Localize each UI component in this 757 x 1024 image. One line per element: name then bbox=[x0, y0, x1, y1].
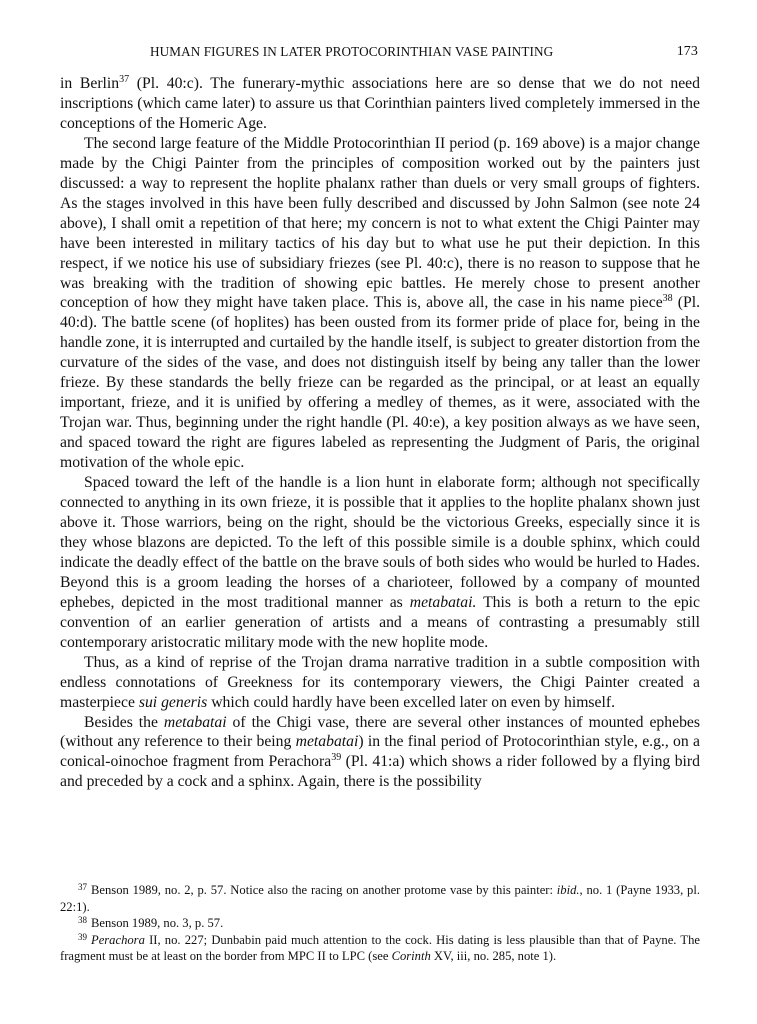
text-run: II, no. 227; Dunbabin paid much attention to the cock. His dating is less plausible than that of Payne. The fragment must be at least on the border from MPC II to LPC (see bbox=[60, 932, 700, 963]
text-run: (Pl. 41:a) which shows a rider followed by a flying bird and preceded by a cock and a sphinx. Again, there is the possibility bbox=[60, 753, 700, 791]
text-run: (Pl. 40:c). The funerary-mythic associations here are so dense that we do not need inscriptions (which came later) to assure us that Corinthian painters lived completely immersed in the conceptions of the Homeric Age. bbox=[60, 75, 700, 132]
italic-term: ibid. bbox=[556, 883, 580, 897]
italic-term: metabatai bbox=[295, 733, 359, 751]
paragraph-5 bbox=[60, 713, 700, 793]
footnote-ref-38: 38 bbox=[662, 293, 673, 305]
paragraph-4 bbox=[60, 653, 700, 713]
footnote-number: 38 bbox=[78, 915, 87, 925]
italic-term: metabatai. bbox=[409, 593, 477, 611]
text-run: of the Chigi vase, there are several other instances of mounted ephebes (without any reference to their being bbox=[60, 713, 700, 751]
text-run: which could hardly have been excelled later on even by himself. bbox=[207, 693, 615, 711]
footnote-number: 39 bbox=[78, 931, 87, 942]
italic-term: metabatai bbox=[163, 713, 227, 731]
body-text bbox=[60, 74, 700, 792]
footnote-ref-37: 37 bbox=[119, 74, 130, 85]
text-run: (Pl. 40:d). The battle scene (of hoplites) has been ousted from its former pride of place for, being in the handle zone, it is interrupted and curtailed by the handle itself, is subject to greater distortion from the curvature of the sides of the vase, and does not distinguish itself by being any taller than the lower frieze. By these standards the belly frieze can be regarded as the principal, or at least an equally important, frieze, and it is unified by offering a medley of themes, as it were, associated with the Trojan war. Thus, beginning under the right handle (Pl. 40:e), a key position always as we have seen, and spaced toward the right are figures labeled as representing the Judgment of Paris, the original motivation of the whole epic. bbox=[60, 294, 701, 472]
text-run: Besides the bbox=[84, 713, 164, 731]
text-run: Thus, as a kind of reprise of the Trojan drama narrative tradition in a subtle composition with endless connotations of Greekness for its contemporary viewers, the Chigi Painter created a masterpiece bbox=[60, 653, 700, 711]
italic-term: Corinth bbox=[391, 949, 431, 963]
running-head bbox=[60, 44, 700, 68]
footnote-39 bbox=[60, 932, 700, 965]
footnote-37 bbox=[60, 882, 700, 915]
italic-term: sui generis bbox=[138, 693, 208, 711]
text-run: The second large feature of the Middle Protocorinthian II period (p. 169 above) is a major change made by the Chigi Painter from the principles of composition worked out by the painters just discussed: a way to represent the hoplite phalanx rather than duels or very small groups of fighters. As the stages involved in this have been fully described and discussed by John Salmon (see note 24 above), I shall omit a repetition of that here; my concern is not to what extent the Chigi Painter may have been interested in military tactics of his day but to what use he put their depiction. In this respect, if we notice his use of subsidiary friezes (see Pl. 40:c), there is no reason to suppose that he was breaking with the tradition of showing epic battles. He merely chose to present another conception of how they might have taken place. This is, above all, the case in his name piece bbox=[60, 134, 700, 312]
text-run: XV, iii, no. 285, note 1). bbox=[430, 949, 557, 963]
book-page bbox=[60, 44, 701, 963]
text-run: ) in the final period of Protocorinthian style, e.g., on a conical-oinochoe fragment from Perachora bbox=[60, 733, 700, 771]
paragraph-2 bbox=[60, 134, 700, 473]
footnote-38 bbox=[60, 915, 700, 932]
footnote-ref-39: 39 bbox=[331, 752, 342, 764]
text-run: , no. 1 (Payne 1933, pl. 22:1). bbox=[60, 883, 700, 914]
paragraph-1 bbox=[60, 74, 700, 134]
text-run: in Berlin bbox=[60, 75, 120, 92]
footnotes bbox=[60, 882, 700, 965]
text-run: Benson 1989, no. 3, p. 57. bbox=[91, 916, 224, 930]
italic-term: Perachora bbox=[91, 932, 145, 947]
running-title: HUMAN FIGURES IN LATER PROTOCORINTHIAN VASE PAINTING bbox=[150, 44, 554, 59]
paragraph-3 bbox=[60, 473, 700, 653]
text-run: Spaced toward the left of the handle is a lion hunt in elaborate form; although not specifically connected to anything in its own frieze, it is possible that it applies to the hoplite phalanx shown just above it. Those warriors, being on the right, should be the victorious Greeks, especially since it is they whose blazons are depicted. To the left of this possible simile is a double sphinx, which could indicate the deadly effect of the battle on the brave souls of both sides who would be hurled to Hades. Beyond this is a groom leading the horses of a charioteer, followed by a company of mounted ephebes, depicted in the most traditional manner as bbox=[60, 474, 700, 611]
page-number: 173 bbox=[676, 44, 698, 59]
text-run: Benson 1989, no. 2, p. 57. Notice also the racing on another protome vase by this painter: bbox=[91, 883, 557, 897]
text-run: This is both a return to the epic convention of an earlier generation of artists and a means of contrasting a presumably still contemporary aristocratic military mode with the new hoplite mode. bbox=[60, 593, 700, 651]
footnote-number: 37 bbox=[78, 882, 87, 892]
